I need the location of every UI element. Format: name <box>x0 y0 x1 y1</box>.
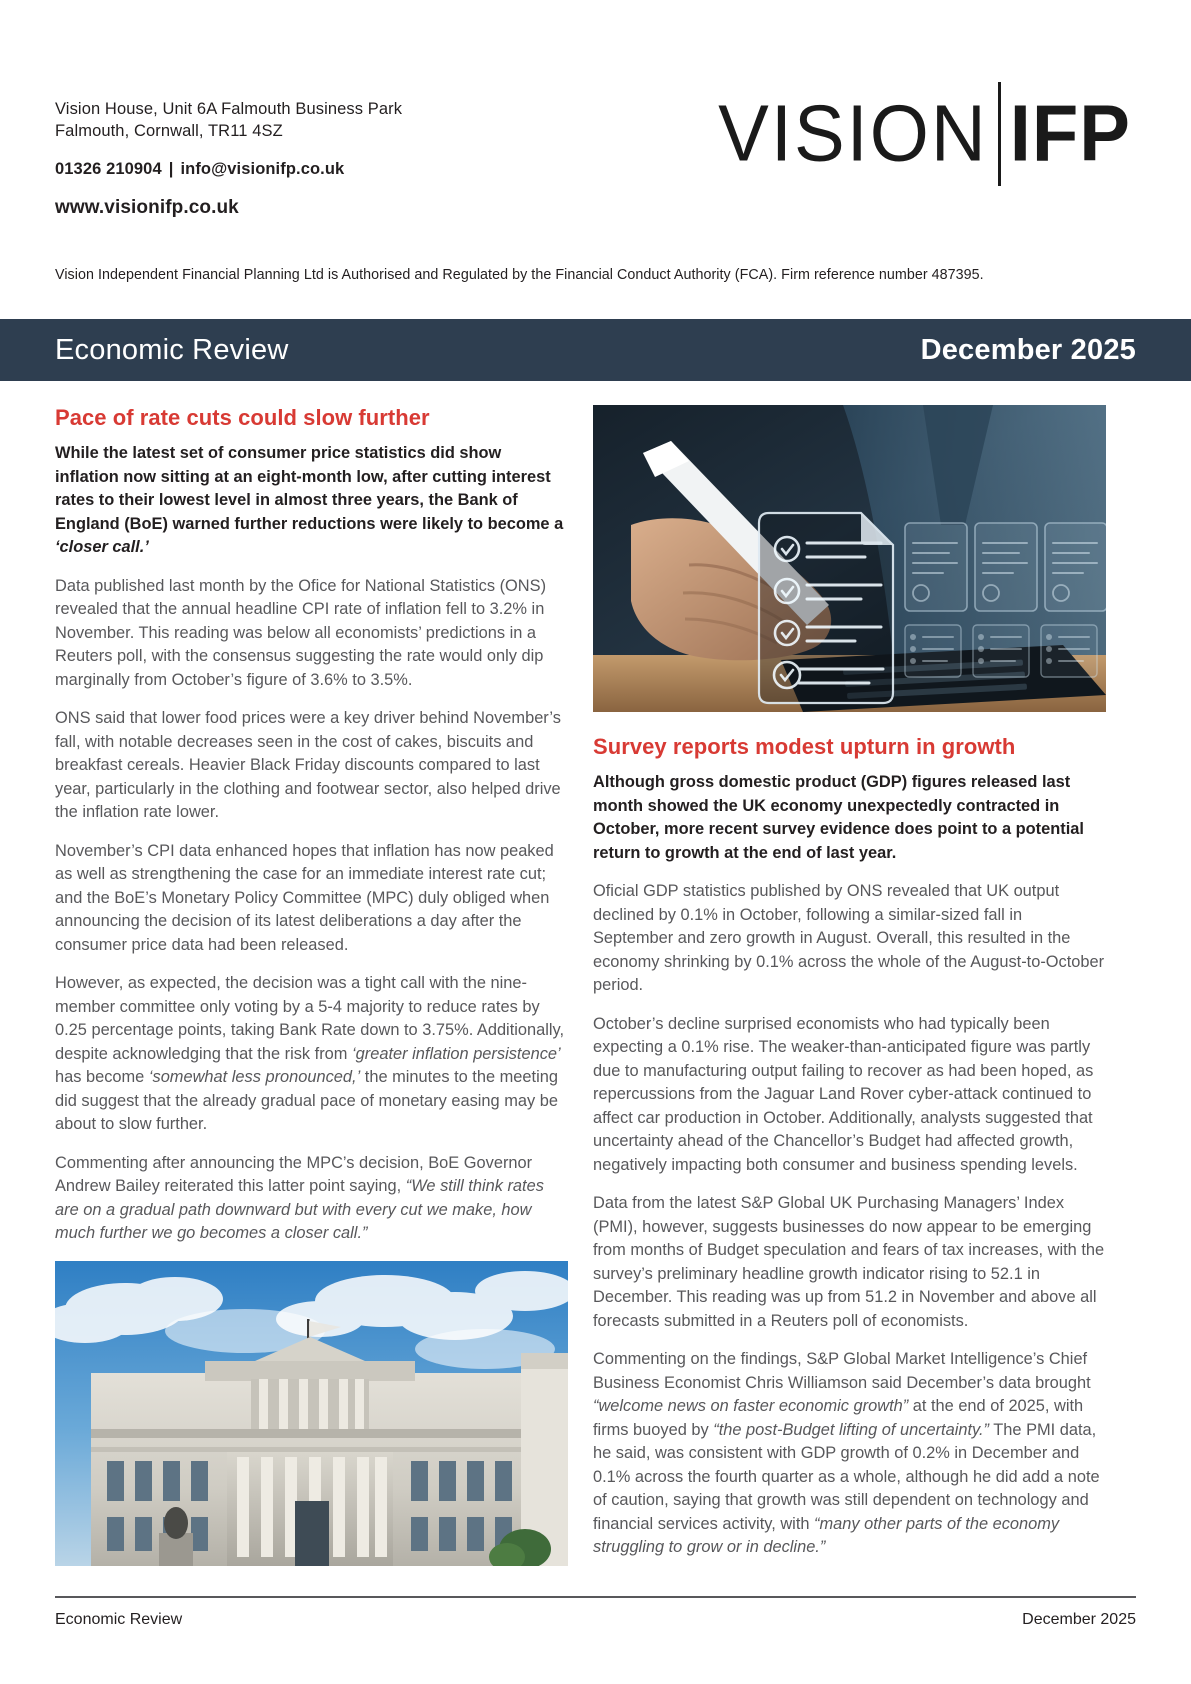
article-1-paragraph-3: November’s CPI data enhanced hopes that inflation has now peaked as well as strengthening the case for an immediate interest rate cut; and the BoE’s Monetary Policy Committee (MPC) duly obliged when announcing the decision of its latest deliberations a day after the consumer price data had been released. <box>55 841 554 954</box>
left-column <box>55 405 568 1566</box>
article-1-paragraph-4 <box>55 972 568 1137</box>
email-address[interactable]: info@visionifp.co.uk <box>180 160 345 178</box>
article-2-paragraph-4 <box>593 1348 1106 1560</box>
address-line-2: Falmouth, Cornwall, TR11 4SZ <box>55 122 283 140</box>
logo-divider-bar <box>998 82 1001 186</box>
a1p4-italic-1: ‘greater inflation persistence’ <box>352 1044 561 1063</box>
address-line-1: Vision House, Unit 6A Falmouth Business Park <box>55 100 403 118</box>
article-columns <box>0 381 1191 1566</box>
article-1-lead <box>55 442 568 560</box>
a1p4-part-c: the minutes to the meeting did suggest that the already gradual pace of monetary easing may be about to slow further. <box>55 1068 558 1134</box>
digital-document-checklist-photo <box>593 405 1106 712</box>
title-banner <box>0 319 1191 381</box>
logo-wordmark-vision: VISION <box>718 88 988 179</box>
right-column <box>593 405 1106 1566</box>
article-1-heading: Pace of rate cuts could slow further <box>55 405 430 430</box>
a2p4-quote-2: “the post-Budget lifting of uncertainty.” <box>713 1420 990 1439</box>
article-1-paragraph-1: Data published last month by the Ofice for National Statistics (ONS) revealed that the annual headline CPI rate of inflation fell to 3.2% in November. This reading was below all economists’ predictions in a Reuters poll, with the consensus suggesting the rate would only dip marginally from October’s figure of 3.6% to 3.5%. <box>55 576 547 689</box>
logo-wordmark-ifp: IFP <box>1009 88 1131 179</box>
bank-of-england-photo <box>55 1261 568 1566</box>
article-2-paragraph-3: Data from the latest S&P Global UK Purchasing Managers’ Index (PMI), however, suggests businesses do now appear to be emerging from months of Budget speculation and fears of tax increases, with the survey’s preliminary headline growth indicator rising to 52.1 in December. This reading was up from 51.2 in November and above all forecasts submitted in a Reuters poll of economists. <box>593 1194 1105 1330</box>
a1p4-part-b: has become <box>55 1068 149 1087</box>
banner-date: December 2025 <box>920 333 1136 366</box>
phone-email-line <box>55 160 402 179</box>
contact-details-block <box>55 90 402 219</box>
a2p4-part-b: at the end of 2025, with firms buoyed by <box>593 1397 1084 1439</box>
article-2-heading: Survey reports modest upturn in growth <box>593 734 1016 759</box>
footer-row <box>55 1611 1136 1629</box>
a1p5-quote: “We still think rates are on a gradual path downward but with every cut we make, how much further we go becomes a closer call.” <box>55 1177 544 1243</box>
banner-title: Economic Review <box>55 333 289 366</box>
a1p4-part-a: However, as expected, the decision was a tight call with the nine-member committee only voting by a 5-4 majority to reduce rates by 0.25 percentage points, taking Bank Rate down to 3.75%. Additionally, despite acknowledging that the risk from <box>55 974 565 1063</box>
a1p4-italic-2: ‘somewhat less pronounced,’ <box>148 1068 361 1087</box>
footer-divider <box>55 1596 1136 1598</box>
article-2-paragraph-2: October’s decline surprised economists who had typically been expecting a 0.1% rise. The weaker-than-anticipated figure was partly due to manufacturing output failing to recover as had been hoped, as repercussions from the Jaguar Land Rover cyber-attack continued to affect car production in October. Additionally, analysts suggested that uncertainty ahead of the Chancellor’s Budget had affected growth, negatively impacting both consumer and business spending levels. <box>593 1014 1094 1174</box>
letterhead <box>0 0 1191 219</box>
contact-separator: | <box>168 160 174 178</box>
article-1-lead-italic: ‘closer call.’ <box>55 538 149 557</box>
a2p4-part-c: The PMI data, he said, was consistent with GDP growth of 0.2% in December and 0.1% across the fourth quarter as a whole, although he did add a note of caution, saying that growth was still dependent on technology and financial services activity, with <box>593 1420 1100 1533</box>
vision-ifp-logo <box>718 82 1136 186</box>
a2p4-quote-3: “many other parts of the economy struggling to grow or in decline.” <box>593 1514 1060 1557</box>
footer-left-label: Economic Review <box>55 1611 183 1628</box>
article-2-lead: Although gross domestic product (GDP) figures released last month showed the UK economy unexpectedly contracted in October, more recent survey evidence does point to a potential return to growth at the end of last year. <box>593 773 1084 862</box>
website-url[interactable]: www.visionifp.co.uk <box>55 197 239 218</box>
a1p5-part-a: Commenting after announcing the MPC’s decision, BoE Governor Andrew Bailey reiterated this latter point saying, <box>55 1153 533 1196</box>
a2p4-part-a: Commenting on the findings, S&P Global Market Intelligence’s Chief Business Economist Chris Williamson said December’s data brought <box>593 1350 1091 1392</box>
article-1-paragraph-2: ONS said that lower food prices were a key driver behind November’s fall, with notable decreases seen in the cost of cakes, biscuits and breakfast cereals. Heavier Black Friday discounts compared to last year, particularly in the clothing and footwear sector, also helped drive the inflation rate lower. <box>55 709 561 822</box>
a2p4-quote-1: “welcome news on faster economic growth” <box>593 1397 909 1416</box>
footer-right-label: December 2025 <box>1022 1611 1136 1628</box>
article-1-paragraph-5 <box>55 1152 568 1246</box>
phone-number[interactable]: 01326 210904 <box>55 160 162 178</box>
page-footer <box>55 1596 1136 1629</box>
article-1-lead-text: While the latest set of consumer price statistics did show inflation now sitting at an eight-month low, after cutting interest rates to their lowest level in almost three years, the Bank of England (BoE) warned further reductions were likely to become a <box>55 444 564 533</box>
regulatory-notice: Vision Independent Financial Planning Ltd is Authorised and Regulated by the Financial Conduct Authority (FCA). Firm reference number 487395. <box>55 267 984 283</box>
article-2-paragraph-1: Oficial GDP statistics published by ONS revealed that UK output declined by 0.1% in October, following a similar-sized fall in September and zero growth in August. Overall, this resulted in the economy shrinking by 0.1% across the whole of the August-to-October period. <box>593 882 1105 995</box>
